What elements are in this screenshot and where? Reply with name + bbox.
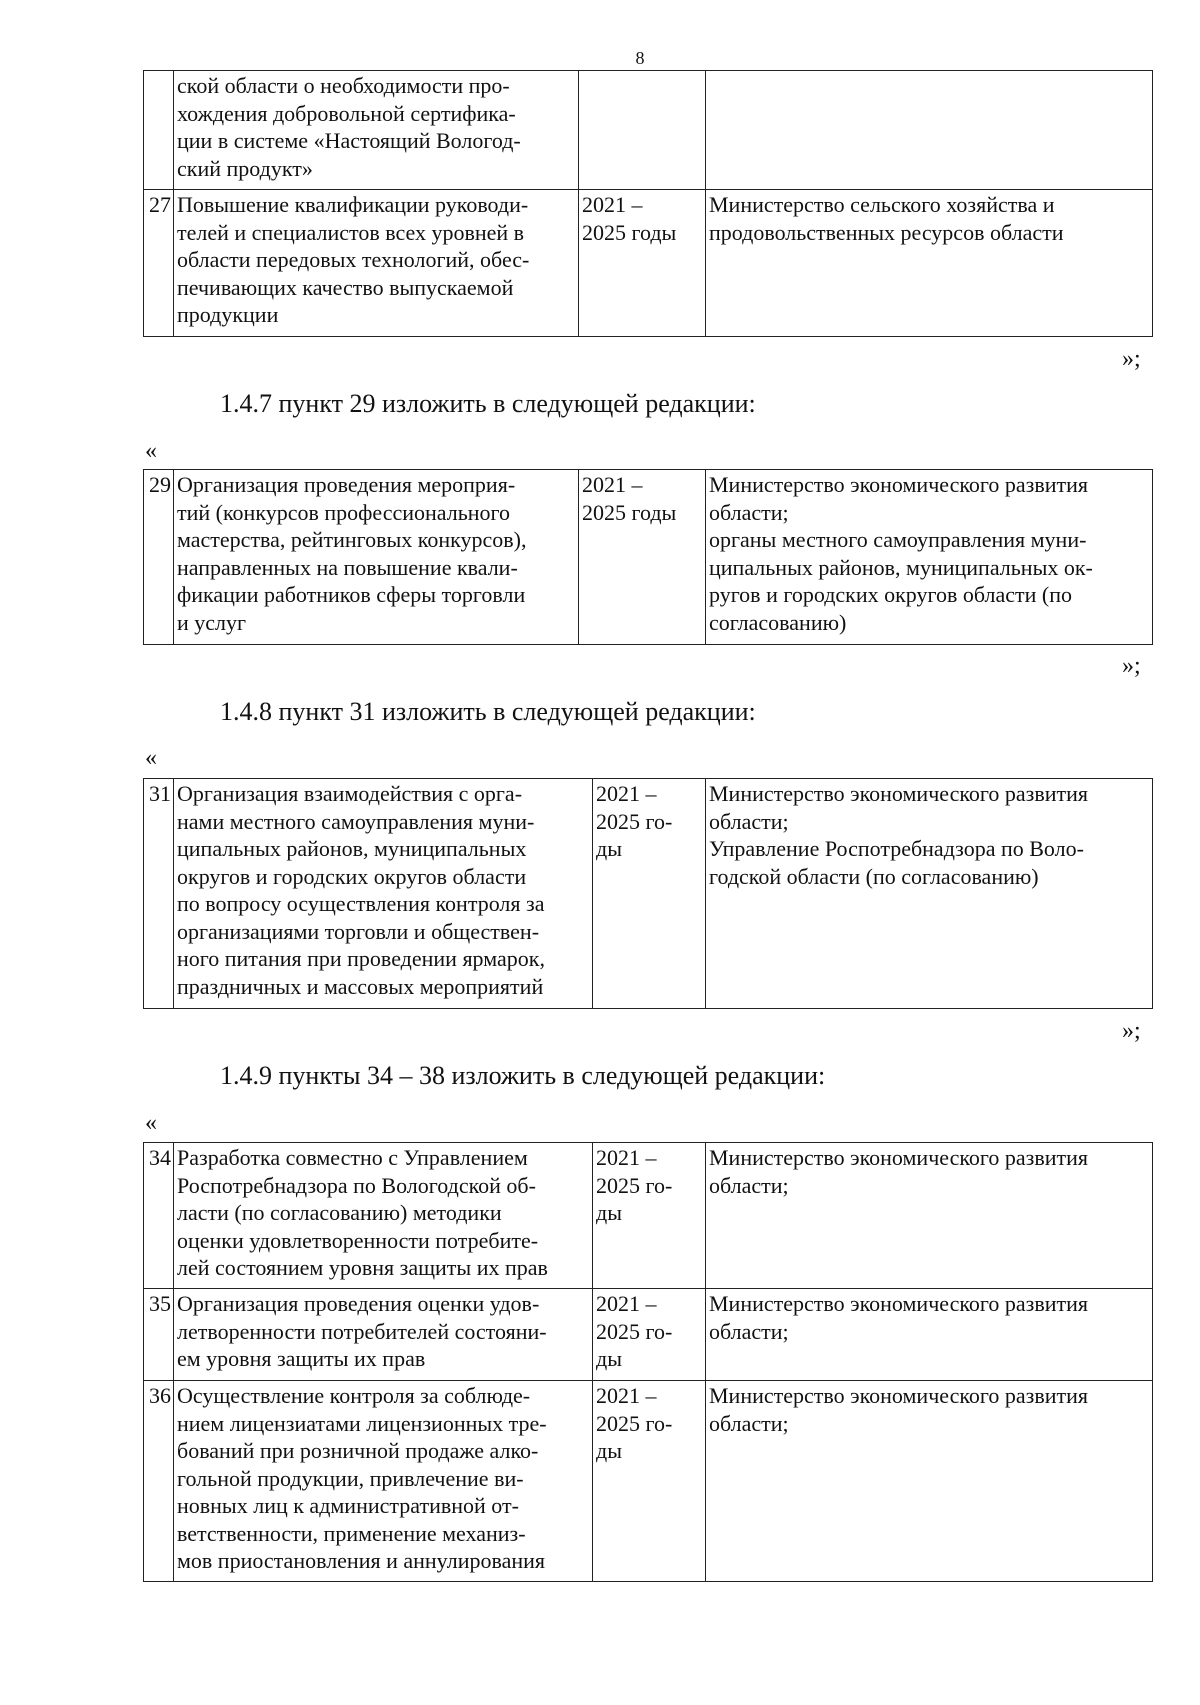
table-row bbox=[144, 1143, 1153, 1289]
closing-quote: »; bbox=[1122, 653, 1141, 679]
table-row bbox=[144, 190, 1153, 337]
measure-text: Повышение квалификации руководи- телей и специалистов всех уровней в области передовых технологий, обес- печивающих качество выпускаемой продукции bbox=[174, 190, 579, 337]
measure-text: Разработка совместно с Управлением Роспотребнадзора по Вологодской об- ласти (по согласованию) методики оценки удовлетворенности потребите- лей состоянием уровня защиты их прав bbox=[174, 1143, 593, 1289]
table-row bbox=[144, 779, 1153, 1009]
opening-quote: « bbox=[145, 438, 157, 464]
row-number bbox=[144, 71, 174, 190]
row-number: 31 bbox=[144, 779, 174, 1009]
opening-quote: « bbox=[145, 745, 157, 771]
responsible-text bbox=[706, 71, 1153, 190]
amendment-instruction: 1.4.8 пункт 31 изложить в следующей редакции: bbox=[220, 697, 756, 726]
closing-quote: »; bbox=[1122, 1018, 1141, 1044]
row-number: 34 bbox=[144, 1143, 174, 1289]
responsible-text: Министерство экономического развития области; bbox=[706, 1143, 1153, 1289]
responsible-text: Министерство экономического развития области; bbox=[706, 1289, 1153, 1381]
opening-quote: « bbox=[145, 1110, 157, 1136]
period-text: 2021 – 2025 го- ды bbox=[593, 779, 706, 1009]
measure-text: ской области о необходимости про- хождения добровольной сертифика- ции в системе «Настоящий Вологод- ский продукт» bbox=[174, 71, 579, 190]
closing-quote: »; bbox=[1122, 346, 1141, 372]
row-number: 35 bbox=[144, 1289, 174, 1381]
period-text bbox=[579, 71, 706, 190]
responsible-text: Министерство экономического развития области; органы местного самоуправления муни- ципальных районов, муниципальных ок- ругов и городских округов области (по согласованию) bbox=[706, 470, 1153, 645]
responsible-text: Министерство экономического развития области; Управление Роспотребнадзора по Воло- годской области (по согласованию) bbox=[706, 779, 1153, 1009]
measure-text: Осуществление контроля за соблюде- нием лицензиатами лицензионных тре- бований при розничной продаже алко- гольной продукции, привлечение ви- новных лиц к административной от- ветственности, применение механиз- мов приостановления и аннулирования bbox=[174, 1381, 593, 1582]
measure-text: Организация проведения мероприя- тий (конкурсов профессионального мастерства, рейтинговых конкурсов), направленных на повышение квали- фикации работников сферы торговли и услуг bbox=[174, 470, 579, 645]
item-29-table bbox=[143, 469, 1153, 645]
amendment-instruction: 1.4.9 пункты 34 – 38 изложить в следующей редакции: bbox=[220, 1061, 826, 1090]
measure-text: Организация взаимодействия с орга- нами местного самоуправления муни- ципальных районов, муниципальных округов и городских округов области по вопросу осуществления контроля за организациями торговли и обществен- ного питания при проведении ярмарок, праздничных и массовых мероприятий bbox=[174, 779, 593, 1009]
period-text: 2021 – 2025 годы bbox=[579, 190, 706, 337]
period-text: 2021 – 2025 годы bbox=[579, 470, 706, 645]
row-number: 27 bbox=[144, 190, 174, 337]
period-text: 2021 – 2025 го- ды bbox=[593, 1381, 706, 1582]
page-number: 8 bbox=[635, 48, 645, 68]
responsible-text: Министерство сельского хозяйства и продовольственных ресурсов области bbox=[706, 190, 1153, 337]
amendment-instruction: 1.4.7 пункт 29 изложить в следующей редакции: bbox=[220, 389, 756, 418]
row-number: 29 bbox=[144, 470, 174, 645]
table-row bbox=[144, 71, 1153, 190]
table-row bbox=[144, 470, 1153, 645]
measure-text: Организация проведения оценки удов- летворенности потребителей состояни- ем уровня защиты их прав bbox=[174, 1289, 593, 1381]
period-text: 2021 – 2025 го- ды bbox=[593, 1289, 706, 1381]
item-31-table bbox=[143, 778, 1153, 1009]
responsible-text: Министерство экономического развития области; bbox=[706, 1381, 1153, 1582]
row-number: 36 bbox=[144, 1381, 174, 1582]
period-text: 2021 – 2025 го- ды bbox=[593, 1143, 706, 1289]
table-row bbox=[144, 1289, 1153, 1381]
items-34-38-table bbox=[143, 1142, 1153, 1582]
continuation-table bbox=[143, 70, 1153, 337]
table-row bbox=[144, 1381, 1153, 1582]
